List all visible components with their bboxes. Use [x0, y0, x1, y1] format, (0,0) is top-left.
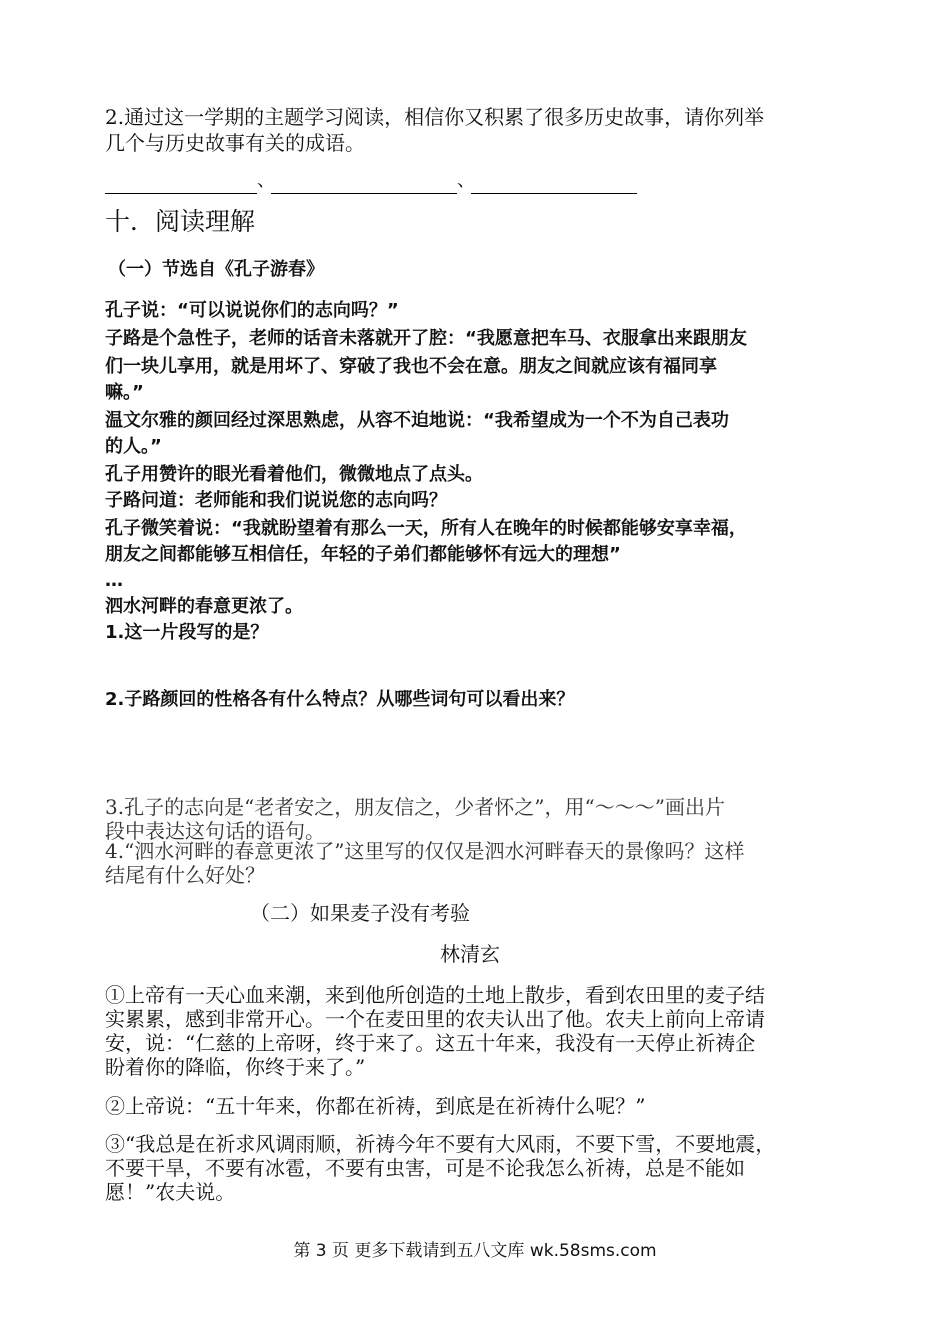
- paragraph-1-line: ①上帝有一天心血来潮，来到他所创造的土地上散步，看到农田里的麦子结: [105, 983, 765, 1007]
- question-4-line-1: 4.“泗水河畔的春意更浓了”这里写的仅仅是泗水河畔春天的景像吗？这样: [105, 839, 745, 863]
- question-3-line-1: 3.孔子的志向是“老者安之，朋友信之，少者怀之”，用“～～～”画出片: [105, 795, 725, 819]
- passage-line: 嘛。”: [105, 382, 144, 403]
- answer-blank-3[interactable]: [471, 171, 637, 194]
- question-3-line-2: 段中表达这句话的语句。: [105, 819, 325, 843]
- question-4-line-2: 结尾有什么好处？: [105, 863, 265, 887]
- blank-separator-2: 、: [457, 170, 475, 191]
- passage-line: 温文尔雅的颜回经过深思熟虑，从容不迫地说：“我希望成为一个不为自己表功: [105, 410, 729, 431]
- paragraph-1-line: 实累累，感到非常开心。一个在麦田里的农夫认出了他。农夫上前向上帝请: [105, 1007, 765, 1031]
- passage-line: 孔子用赞许的眼光看着他们，微微地点了点头。: [105, 464, 483, 485]
- passage-line: 的人。”: [105, 436, 162, 457]
- paragraph-1-line: 盼着你的降临，你终于来了。”: [105, 1055, 366, 1079]
- part-2-title: （二）如果麦子没有考验: [250, 901, 470, 925]
- question-2-line-2: 几个与历史故事有关的成语。: [105, 131, 365, 155]
- question-1: 1.这一片段写的是？: [105, 622, 269, 643]
- paragraph-3-line: ③“我总是在祈求风调雨顺，祈祷今年不要有大风雨，不要下雪，不要地震，: [105, 1132, 776, 1156]
- answer-blank-1[interactable]: [105, 171, 257, 194]
- page-footer: 第 3 页 更多下载请到五八文库 wk.58sms.com: [293, 1241, 657, 1261]
- passage-line: 朋友之间都能够互相信任，年轻的子弟们都能够怀有远大的理想”: [105, 544, 621, 565]
- section-10-title: 十．阅读理解: [105, 207, 256, 236]
- passage-ellipsis: …: [105, 570, 123, 591]
- passage-line: 子路问道：老师能和我们说说您的志向吗？: [105, 490, 447, 511]
- question-2-line-1: 2.通过这一学期的主题学习阅读，相信你又积累了很多历史故事，请你列举: [105, 105, 765, 129]
- paragraph-2: ②上帝说：“五十年来，你都在祈祷，到底是在祈祷什么呢？”: [105, 1094, 646, 1118]
- question-2: 2.子路颜回的性格各有什么特点？从哪些词句可以看出来？: [105, 689, 575, 710]
- paragraph-3-line: 不要干旱，不要有冰雹，不要有虫害，可是不论我怎么祈祷，总是不能如: [105, 1156, 745, 1180]
- blank-separator-1: 、: [257, 170, 275, 191]
- author: 林清玄: [440, 942, 500, 966]
- paragraph-3-line: 愿！”农夫说。: [105, 1180, 236, 1204]
- part-1-title: （一）节选自《孔子游春》: [108, 259, 324, 280]
- answer-blanks: [105, 166, 637, 194]
- passage-line: 子路是个急性子，老师的话音未落就开了腔：“我愿意把车马、衣服拿出来跟朋友: [105, 328, 747, 349]
- paragraph-1-line: 安，说：“仁慈的上帝呀，终于来了。这五十年来，我没有一天停止祈祷企: [105, 1031, 756, 1055]
- passage-line: 们一块儿享用，就是用坏了、穿破了我也不会在意。朋友之间就应该有福同享: [105, 356, 717, 377]
- passage-line: 孔子说：“可以说说你们的志向吗？”: [105, 300, 399, 321]
- passage-line: 泗水河畔的春意更浓了。: [105, 596, 303, 617]
- passage-line: 孔子微笑着说：“我就盼望着有那么一天，所有人在晚年的时候都能够安享幸福，: [105, 518, 747, 539]
- answer-blank-2[interactable]: [271, 171, 457, 194]
